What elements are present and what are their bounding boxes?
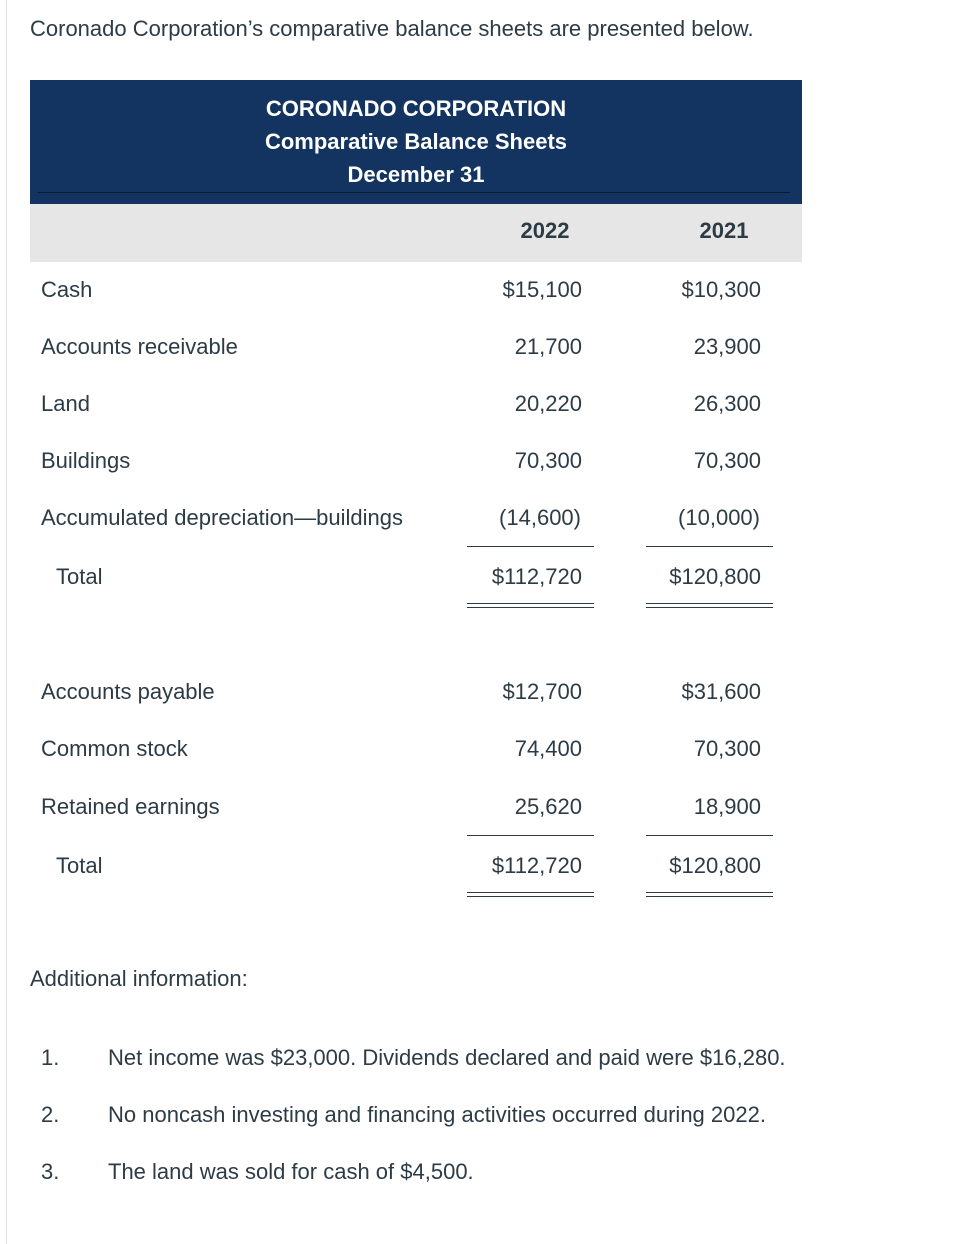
subtotal-rule-liabilities-2021 [646,835,773,836]
total-double-rule-2022-top [467,603,594,604]
row-label-accounts-payable: Accounts payable [41,679,215,704]
statement-title: Comparative Balance Sheets [264,129,568,154]
value-cash-2022: $15,100 [502,277,582,302]
value-retained-earnings-2021: 18,900 [693,794,761,819]
company-name: CORONADO CORPORATION [265,96,567,121]
liabilities-double-rule-2022-top [467,892,594,893]
liabilities-double-rule-2021-top [646,892,773,893]
total-double-rule-2022-bottom [467,607,594,608]
row-label-land: Land [41,391,90,416]
value-accounts-payable-2021: $31,600 [681,679,761,704]
statement-header [30,80,802,204]
row-label-buildings: Buildings [41,448,131,473]
header-divider [38,192,790,193]
value-liabilities-total-2022: $112,720 [491,853,582,878]
value-assets-total-2021: $120,800 [669,564,761,589]
subtotal-rule-liabilities-2022 [467,835,594,836]
value-cash-2021: $10,300 [681,277,761,302]
note-text-3: The land was sold for cash of $4,500. [108,1159,474,1184]
value-accounts-payable-2022: $12,700 [502,679,582,704]
value-buildings-2021: 70,300 [693,448,761,473]
value-liabilities-total-2021: $120,800 [669,853,761,878]
total-double-rule-2021-top [646,603,773,604]
subtotal-rule-2021 [646,546,773,547]
intro-text: Coronado Corporation’s comparative balance sheets are presented below. [30,16,754,41]
value-accounts-receivable-2022: 21,700 [514,334,582,359]
row-label-liabilities-total: Total [56,853,103,878]
liabilities-double-rule-2021-bottom [646,896,773,897]
value-common-stock-2021: 70,300 [693,736,761,761]
value-accumulated-depreciation-2022: (14,600) [499,505,581,530]
value-land-2021: 26,300 [693,391,761,416]
value-assets-total-2022: $112,720 [491,564,582,589]
left-border [6,0,7,1244]
total-double-rule-2021-bottom [646,607,773,608]
column-header-2022: 2022 [520,218,570,243]
value-common-stock-2022: 74,400 [514,736,582,761]
note-number-1: 1. [41,1045,60,1070]
value-accumulated-depreciation-2021: (10,000) [678,505,760,530]
value-buildings-2022: 70,300 [514,448,582,473]
row-label-common-stock: Common stock [41,736,188,761]
row-label-accounts-receivable: Accounts receivable [41,334,238,359]
statement-date: December 31 [347,162,485,187]
note-number-3: 3. [41,1159,60,1184]
note-number-2: 2. [41,1102,60,1127]
row-label-retained-earnings: Retained earnings [41,794,220,819]
subtotal-rule-2022 [467,546,594,547]
note-text-1: Net income was $23,000. Dividends declared and paid were $16,280. [108,1045,786,1070]
additional-info-heading: Additional information: [30,966,248,991]
row-label-cash: Cash [41,277,93,302]
value-accounts-receivable-2021: 23,900 [693,334,761,359]
value-retained-earnings-2022: 25,620 [514,794,582,819]
row-label-assets-total: Total [56,564,103,589]
column-header-2021: 2021 [699,218,749,243]
value-land-2022: 20,220 [514,391,582,416]
liabilities-double-rule-2022-bottom [467,896,594,897]
row-label-accumulated-depreciation: Accumulated depreciation—buildings [41,505,403,530]
note-text-2: No noncash investing and financing activities occurred during 2022. [108,1102,766,1127]
